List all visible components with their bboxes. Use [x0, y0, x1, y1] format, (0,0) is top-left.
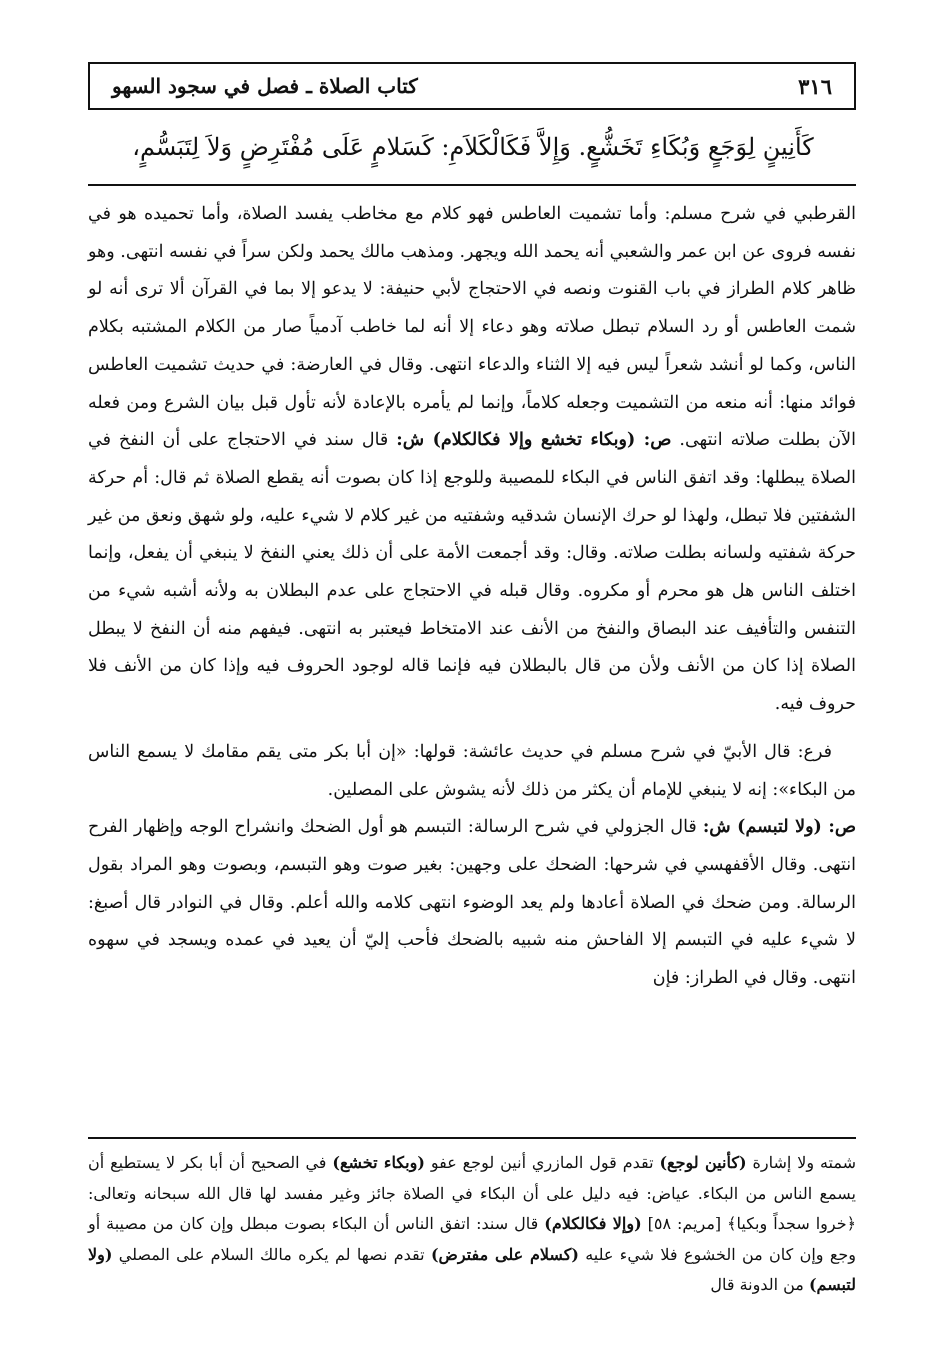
paragraph-3-heading: ص: (ولا لتبسم) ش:	[702, 817, 856, 838]
paragraph-1-text-a: القرطبي في شرح مسلم: وأما تشميت العاطس فهو كلام مع مخاطب يفسد الصلاة، وأما تحميده هو في نفسه فروى عن ابن عمر والشعبي أنه يحمد الله ويجهر. ومذهب مالك يحمد ولكن سراً في نفسه انتهى. وهو ظاهر كلام الطراز في باب القنوت ونصه في الاحتجاج لأبي حنيفة: لا يدعو إلا بما في القرآن ألا ترى أنه لو شمت العاطس أو رد السلام تبطل صلاته وهو دعاء إلا أنه لما خاطب آدمياً صار من الكلام المشتبه بكلام الناس، وكما لو أنشد شعراً ليس فيه إلا الثناء والدعاء انتهى. وقال في العارضة: في حديث تشميت العاطس فوائد منها: أنه منعه من التشميت وجعله كلاماً، وإنما لم يأمره بالإعادة لأنه تأول قبل بيان الشرع ومن فعله الآن بطلت صلاته انتهى.	[88, 204, 856, 451]
footnote-text-1: شمته ولا إشارة	[752, 1153, 857, 1172]
paragraph-1-heading: ص: (وبكاء تخشع وإلا فكالكلام) ش:	[396, 430, 672, 451]
commentary-body	[88, 196, 856, 998]
page-number: ٣١٦	[798, 73, 832, 99]
page-header	[88, 62, 856, 110]
footnote-text-2: تقدم قول المازري أنين لوجع عفو	[430, 1153, 654, 1172]
paragraph-1-text-b: قال سند في الاحتجاج على أن النفخ في الصلاة يبطلها: وقد اتفق الناس في البكاء للمصيبة وللوجع إذا كان بصوت أنه يقطع الصلاة ثم قال: أم حركة الشفتين فلا تبطل، ولهذا لو حرك الإنسان شدقيه وشفتيه من غير كلام لا شيء عليه، ولو شهق ونعق من غير حركة شفتيه ولسانه بطلت صلاته. وقال: وقد أجمعت الأمة على أن ذلك يعني النفخ لا ينبغي أن يفعل، وإنما اختلف الناس هل هو محرم أو مكروه. وقال قبله في الاحتجاج على عدم البطلان به ولأنه أشبه شيء من التنفس والتأفيف عند البصاق والنفخ من الأنف عند الامتخاط فيعتبر به انتهى. فيفهم منه أن النفخ لا يبطل الصلاة إذا كان من الأنف ولأن من قال بالبطلان فيه فإنما قاله لوجود الحروف فيه وإذا كان من الأنف فلا حروف فيه.	[88, 430, 856, 715]
paragraph-2: فرع: قال الأبيّ في شرح مسلم في حديث عائشة: قولها: «إن أبا بكر متى يقم مقامك لا يسمع الناس من البكاء»: إنه لا ينبغي للإمام أن يكثر من ذلك لأنه يشوش على المصلين.	[88, 741, 856, 800]
footnote-divider	[88, 1137, 856, 1139]
top-divider	[88, 184, 856, 186]
footnote-text-3: في الصحيح أن أبا بكر لا يستطيع أن يسمع الناس من البكاء. عياض: فيه دليل على أن البكاء في الصلاة جائز وغير مفسد لها قال الله سبحانه وتعالى: ﴿خروا سجداً وبكيا﴾ [مريم: ٥٨]	[88, 1153, 857, 1233]
paragraph-1	[88, 196, 856, 724]
footnote-bold-5: (ولا لتبسم)	[88, 1244, 856, 1294]
footnote-text-4: قال سند: اتفق الناس أن البكاء بصوت مبطل وإن كان من مصيبة أو وجع وإن كان من الخشوع فلا شيء عليه	[88, 1214, 856, 1264]
footnote-bold-4: (كسلام على مفترض)	[430, 1244, 579, 1264]
footnote-bold-1: (كأنين لوجع)	[659, 1153, 747, 1172]
paragraph-3	[88, 809, 856, 998]
running-title: كتاب الصلاة ـ فصل في سجود السهو	[112, 74, 418, 98]
footnote-bold-2: (وبكاء تخشع)	[332, 1153, 425, 1172]
footnote-paragraph	[88, 1148, 856, 1301]
footnote-text-6: من الدونة قال	[710, 1275, 804, 1294]
footnote-bold-3: (وإلا فكالكلام)	[544, 1214, 642, 1233]
paragraph-3-text: قال الجزولي في شرح الرسالة: التبسم هو أول الضحك وانشراح الوجه وإظهار الفرح انتهى. وقال الأقفهسي في شرحها: الضحك على وجهين: بغير صوت وهو التبسم، وبصوت وهو المراد بقول الرسالة. ومن ضحك في الصلاة أعادها ولم يعد الوضوء انتهى كلامه والله أعلم. وقال في النوادر قال أصبغ: لا شيء عليه في التبسم إلا الفاحش منه شبيه بالضحك فأحب إليّ أن يعيد في عمده ويسجد في سهوه انتهى. وقال في الطراز: فإن	[88, 817, 856, 989]
matn-text: كَأَنِينٍ لِوَجَعٍ وَبُكَاءِ تَخَشُّعٍ. وَإِلاَّ فَكَالْكَلاَمِ: كَسَلامٍ عَلَى مُفْتَرِضٍ وَلاَ لِتَبَسُّمٍ،	[132, 133, 814, 161]
footnote-text-5: تقدم نصها لم يكره مالك السلام على المصلي	[118, 1244, 425, 1264]
footnotes	[88, 1148, 856, 1301]
